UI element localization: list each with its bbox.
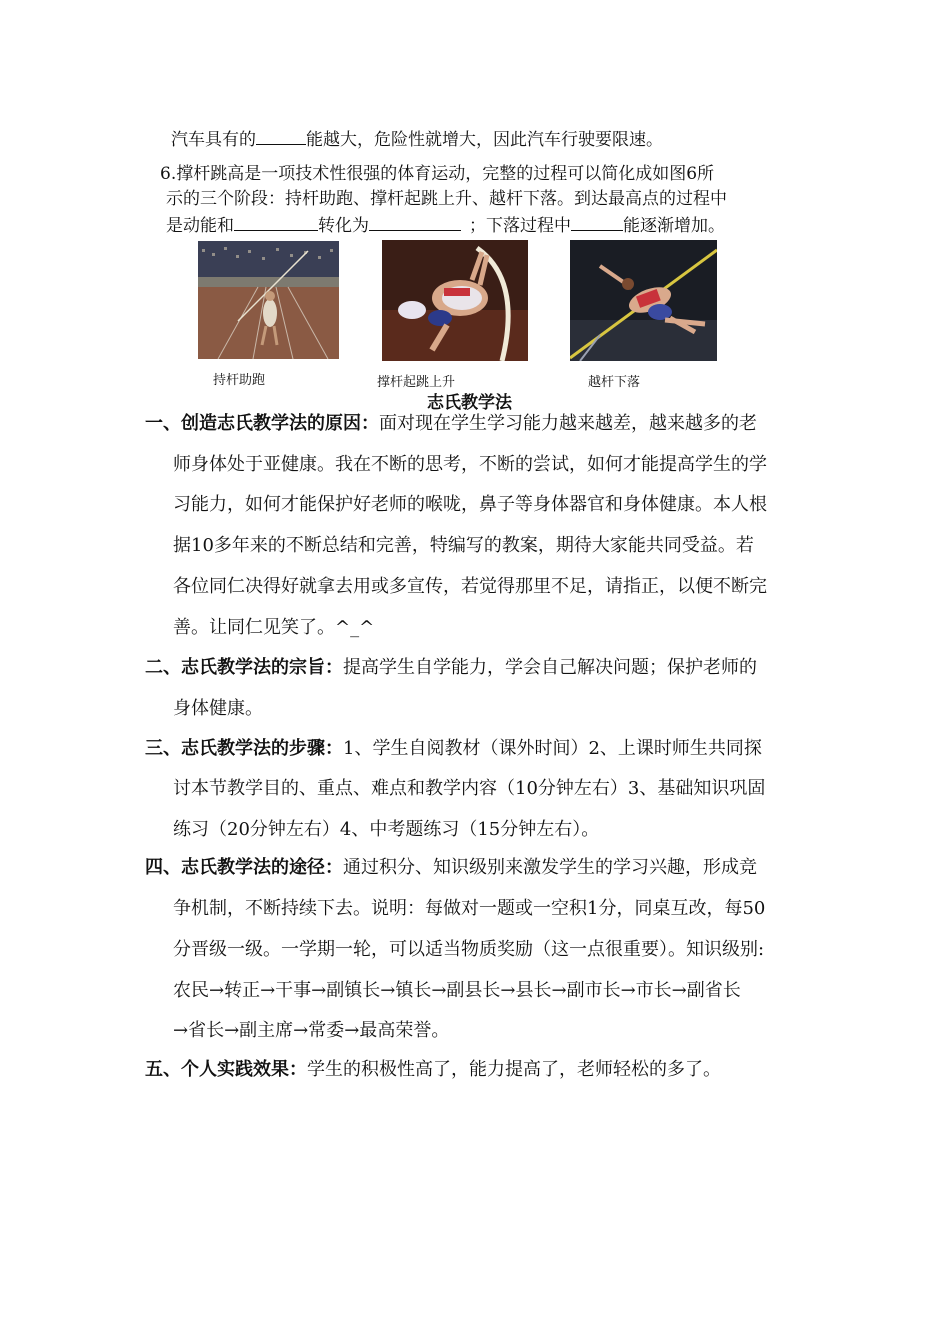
section-line: 讨本节教学目的、重点、难点和教学内容（10分钟左右）3、基础知识巩固 xyxy=(173,778,766,799)
section-heading: 三、志氏教学法的步骤： xyxy=(145,738,343,759)
section-line: 身体健康。 xyxy=(173,698,263,719)
question6-text-d: 能逐渐增加。 xyxy=(623,216,725,236)
question6-line1: 6.撑杆跳高是一项技术性很强的体育运动，完整的过程可以简化成如图6所 xyxy=(160,164,715,184)
section-line xyxy=(145,1057,721,1083)
section-line: 各位同仁决得好就拿去用或多宣传，若觉得那里不足，请指正，以便不断完 xyxy=(173,576,767,597)
figure-caption-rise: 撑杆起跳上升 xyxy=(377,375,456,390)
section-line: →省长→副主席→常委→最高荣誉。 xyxy=(173,1020,450,1041)
question6-text-c: ；下落过程中 xyxy=(469,216,571,236)
section-line: 分晋级一级。一学期一轮，可以适当物质奖励（这一点很重要）。知识级别: xyxy=(173,939,765,960)
answer-blank xyxy=(256,126,306,145)
pole-vault-rise-photo xyxy=(382,240,528,361)
section-text: 学生的积极性高了，能力提高了，老师轻松的多了。 xyxy=(307,1059,721,1080)
answer-blank xyxy=(369,212,461,231)
pole-vault-run-photo xyxy=(198,241,339,359)
section-line: 争机制，不断持续下去。说明：每做对一题或一空积1分，同桌互改，每50 xyxy=(173,898,766,919)
section-line xyxy=(145,411,757,437)
section-line: 师身体处于亚健康。我在不断的思考，不断的尝试，如何才能提高学生的学 xyxy=(173,454,767,475)
question-tail-line xyxy=(171,126,663,152)
section-line: 据10多年来的不断总结和完善，特编写的教案，期待大家能共同受益。若 xyxy=(173,535,754,556)
pole-vault-fall-photo xyxy=(570,240,717,361)
question6-text-b: 转化为 xyxy=(318,216,369,236)
section-heading: 四、志氏教学法的途径： xyxy=(145,857,343,878)
section-text: 提高学生自学能力，学会自己解决问题；保护老师的 xyxy=(343,657,757,678)
figure-caption-fall: 越杆下落 xyxy=(588,375,641,390)
section-text: 1、学生自阅教材（课外时间）2、上课时师生共同探 xyxy=(343,738,762,759)
question-tail-text-a: 汽车具有的 xyxy=(171,130,256,150)
answer-blank xyxy=(571,212,623,231)
section-heading: 二、志氏教学法的宗旨： xyxy=(145,657,343,678)
section-text: 通过积分、知识级别来激发学生的学习兴趣，形成竞 xyxy=(343,857,757,878)
section-text: 面对现在学生学习能力越来越差，越来越多的老 xyxy=(379,413,757,434)
section-line: 练习（20分钟左右）4、中考题练习（15分钟左右）。 xyxy=(173,819,600,840)
section-line: 善。让同仁见笑了。^_^ xyxy=(173,617,375,638)
method-title: 志氏教学法 xyxy=(427,393,512,413)
figure-caption-run: 持杆助跑 xyxy=(213,373,266,388)
question6-line3 xyxy=(166,212,725,238)
section-line xyxy=(145,736,762,762)
section-line xyxy=(145,655,757,681)
section-line: 农民→转正→干事→副镇长→镇长→副县长→县长→副市长→市长→副省长 xyxy=(173,980,741,1001)
question6-line2: 示的三个阶段：持杆助跑、撑杆起跳上升、越杆下落。到达最高点的过程中 xyxy=(166,189,727,209)
section-line: 习能力，如何才能保护好老师的喉咙，鼻子等身体器官和身体健康。本人根 xyxy=(173,494,767,515)
section-heading: 一、创造志氏教学法的原因： xyxy=(145,413,379,434)
question6-text-a: 是动能和 xyxy=(166,216,234,236)
section-heading: 五、个人实践效果： xyxy=(145,1059,307,1080)
answer-blank xyxy=(234,212,318,231)
question-tail-text-b: 能越大，危险性就增大，因此汽车行驶要限速。 xyxy=(306,130,663,150)
section-line xyxy=(145,855,757,881)
